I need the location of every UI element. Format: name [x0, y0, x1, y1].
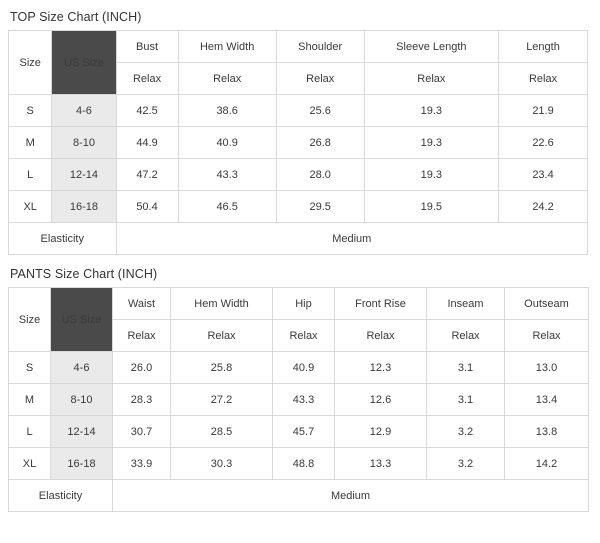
fit-cell: Relax	[364, 63, 498, 95]
row-size: XL	[9, 191, 52, 223]
row-value: 25.8	[171, 352, 273, 384]
table-row	[9, 448, 589, 480]
row-value: 29.5	[276, 191, 364, 223]
header-size: Size	[9, 288, 51, 352]
row-value: 22.6	[499, 127, 588, 159]
row-value: 30.3	[171, 448, 273, 480]
row-value: 19.3	[364, 95, 498, 127]
fit-cell: Relax	[273, 320, 335, 352]
fit-cell: Relax	[178, 63, 276, 95]
fit-cell: Relax	[335, 320, 427, 352]
header-measure: Waist	[113, 288, 171, 320]
header-measure: Bust	[116, 31, 178, 63]
table-row	[9, 127, 588, 159]
elasticity-row	[9, 480, 589, 512]
header-measure: Sleeve Length	[364, 31, 498, 63]
table-row	[9, 159, 588, 191]
row-value: 27.2	[171, 384, 273, 416]
pants-chart-title: PANTS Size Chart (INCH)	[10, 267, 158, 281]
fit-cell: Relax	[499, 63, 588, 95]
elasticity-label: Elasticity	[9, 223, 117, 255]
header-measure: Length	[499, 31, 588, 63]
row-value: 45.7	[273, 416, 335, 448]
row-us-size: 12-14	[51, 416, 113, 448]
row-value: 40.9	[273, 352, 335, 384]
table-row	[9, 352, 589, 384]
row-value: 3.2	[427, 448, 505, 480]
pants-size-chart-table	[8, 287, 589, 512]
row-value: 12.3	[335, 352, 427, 384]
elasticity-value: Medium	[113, 480, 589, 512]
row-size: XL	[9, 448, 51, 480]
row-value: 42.5	[116, 95, 178, 127]
row-value: 23.4	[499, 159, 588, 191]
row-value: 28.5	[171, 416, 273, 448]
row-value: 3.1	[427, 384, 505, 416]
row-value: 43.3	[273, 384, 335, 416]
row-value: 25.6	[276, 95, 364, 127]
row-value: 44.9	[116, 127, 178, 159]
row-value: 12.6	[335, 384, 427, 416]
header-measure: Outseam	[505, 288, 589, 320]
row-value: 21.9	[499, 95, 588, 127]
elasticity-label: Elasticity	[9, 480, 113, 512]
row-us-size: 8-10	[51, 384, 113, 416]
header-measure: Shoulder	[276, 31, 364, 63]
table-row	[9, 95, 588, 127]
row-us-size: 8-10	[52, 127, 116, 159]
header-measure: Front Rise	[335, 288, 427, 320]
header-size: Size	[9, 31, 52, 95]
fit-cell: Relax	[171, 320, 273, 352]
row-size: L	[9, 416, 51, 448]
top-size-chart-table	[8, 30, 588, 255]
row-value: 26.0	[113, 352, 171, 384]
fit-cell: Relax	[113, 320, 171, 352]
row-value: 30.7	[113, 416, 171, 448]
row-value: 47.2	[116, 159, 178, 191]
row-value: 43.3	[178, 159, 276, 191]
row-value: 24.2	[499, 191, 588, 223]
chart-spacer	[8, 255, 590, 265]
row-size: M	[9, 384, 51, 416]
header-measure: Inseam	[427, 288, 505, 320]
row-value: 33.9	[113, 448, 171, 480]
row-us-size: 4-6	[52, 95, 116, 127]
table-row	[9, 191, 588, 223]
elasticity-value: Medium	[116, 223, 587, 255]
row-value: 12.9	[335, 416, 427, 448]
row-value: 19.3	[364, 159, 498, 191]
row-value: 40.9	[178, 127, 276, 159]
table-row	[9, 384, 589, 416]
row-value: 48.8	[273, 448, 335, 480]
row-us-size: 16-18	[52, 191, 116, 223]
row-value: 3.2	[427, 416, 505, 448]
fit-cell: Relax	[505, 320, 589, 352]
row-value: 38.6	[178, 95, 276, 127]
row-value: 13.3	[335, 448, 427, 480]
header-measure: Hem Width	[178, 31, 276, 63]
row-us-size: 4-6	[51, 352, 113, 384]
row-value: 26.8	[276, 127, 364, 159]
row-us-size: 16-18	[51, 448, 113, 480]
row-size: L	[9, 159, 52, 191]
row-size: S	[9, 352, 51, 384]
elasticity-row	[9, 223, 588, 255]
header-measure: Hip	[273, 288, 335, 320]
table-header-row	[9, 31, 588, 63]
table-row	[9, 416, 589, 448]
row-value: 46.5	[178, 191, 276, 223]
header-us-size: US Size	[52, 31, 116, 95]
row-value: 14.2	[505, 448, 589, 480]
row-value: 3.1	[427, 352, 505, 384]
table-header-row	[9, 288, 589, 320]
top-chart-title: TOP Size Chart (INCH)	[10, 10, 142, 24]
row-value: 19.5	[364, 191, 498, 223]
header-us-size: US Size	[51, 288, 113, 352]
header-measure: Hem Width	[171, 288, 273, 320]
row-value: 13.8	[505, 416, 589, 448]
row-us-size: 12-14	[52, 159, 116, 191]
fit-cell: Relax	[276, 63, 364, 95]
row-value: 50.4	[116, 191, 178, 223]
row-value: 19.3	[364, 127, 498, 159]
row-size: S	[9, 95, 52, 127]
row-value: 28.3	[113, 384, 171, 416]
row-value: 13.0	[505, 352, 589, 384]
row-size: M	[9, 127, 52, 159]
row-value: 13.4	[505, 384, 589, 416]
fit-cell: Relax	[116, 63, 178, 95]
row-value: 28.0	[276, 159, 364, 191]
fit-cell: Relax	[427, 320, 505, 352]
